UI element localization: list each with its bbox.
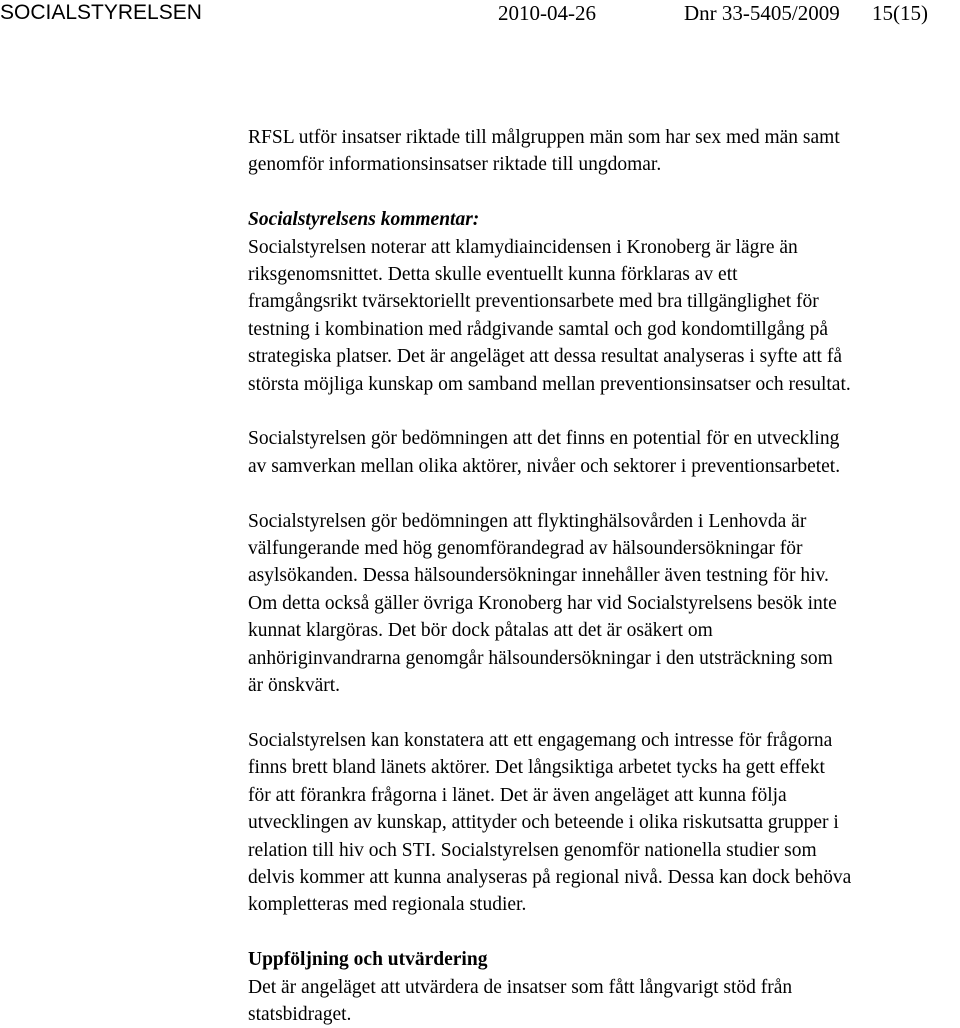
header-date: 2010-04-26 — [498, 1, 596, 25]
text-line: finns brett bland länets aktörer. Det långsiktiga arbetet tycks ha gett effekt — [248, 757, 825, 779]
text-line: kunnat klargöras. Det bör dock påtalas att det är osäkert om — [248, 620, 713, 642]
text-line: RFSL utför insatser riktade till målgruppen män som har sex med män samt — [248, 127, 840, 148]
text-line: genomför informationsinsatser riktade till ungdomar. — [248, 154, 662, 176]
text-line: kompletteras med regionala studier. — [248, 894, 527, 916]
text-line: för att förankra frågorna i länet. Det är även angeläget att kunna följa — [248, 784, 787, 806]
comment-heading: Socialstyrelsens kommentar: — [248, 209, 480, 231]
paragraph-klamydia — [248, 234, 960, 398]
text-line: testning i kombination med rådgivande samtal och god kondomtillgång på — [248, 318, 829, 340]
text-line: Om detta också gäller övriga Kronoberg har vid Socialstyrelsens besök inte — [248, 592, 837, 614]
header-organization: SOCIALSTYRELSEN — [0, 1, 202, 24]
paragraph-engagemang — [248, 727, 960, 919]
text-line: asylsökanden. Dessa hälsoundersökningar innehåller även testning för hiv. — [248, 565, 829, 587]
text-line: Det är angeläget att utvärdera de insatser som fått långvarigt stöd från — [248, 976, 793, 998]
text-line: Socialstyrelsen gör bedömningen att flyktinghälsovården i Lenhovda är — [248, 510, 807, 532]
text-line: Socialstyrelsen kan konstatera att ett engagemang och intresse för frågorna — [248, 729, 833, 751]
followup-heading: Uppföljning och utvärdering — [248, 949, 488, 971]
document-body — [248, 124, 960, 1028]
text-line: största möjliga kunskap om samband mellan preventionsinsatser och resultat. — [248, 373, 851, 395]
text-line: relation till hiv och STI. Socialstyrelsen genomför nationella studier som — [248, 839, 817, 861]
text-line: utvecklingen av kunskap, attityder och beteende i olika riskutsatta grupper i — [248, 812, 839, 834]
text-line: Socialstyrelsen gör bedömningen att det finns en potential för en utveckling — [248, 428, 840, 450]
text-line: riksgenomsnittet. Detta skulle eventuellt kunna förklaras av ett — [248, 264, 738, 286]
page-header — [0, 0, 960, 26]
paragraph-rfsl — [248, 124, 960, 179]
header-reference-number: Dnr 33-5405/2009 — [684, 1, 840, 25]
text-line: Socialstyrelsen noterar att klamydiaincidensen i Kronoberg är lägre än — [248, 236, 798, 258]
paragraph-flyktinghalsovard — [248, 508, 960, 700]
text-line: delvis kommer att kunna analyseras på regional nivå. Dessa kan dock behöva — [248, 866, 852, 888]
text-line: är önskvärt. — [248, 675, 341, 697]
text-line: anhöriginvandrarna genomgår hälsoundersökningar i den utsträckning som — [248, 647, 833, 669]
paragraph-samverkan — [248, 425, 960, 480]
paragraph-utvardering — [248, 974, 960, 1028]
text-line: strategiska platser. Det är angeläget att dessa resultat analyseras i syfte att få — [248, 346, 842, 368]
header-page-number: 15(15) — [872, 1, 928, 25]
text-line: av samverkan mellan olika aktörer, nivåer och sektorer i preventionsarbetet. — [248, 455, 841, 477]
text-line: statsbidraget. — [248, 1003, 352, 1025]
text-line: framgångsrikt tvärsektoriellt preventionsarbete med bra tillgänglighet för — [248, 291, 819, 313]
text-line: välfungerande med hög genomförandegrad av hälsoundersökningar för — [248, 538, 803, 560]
